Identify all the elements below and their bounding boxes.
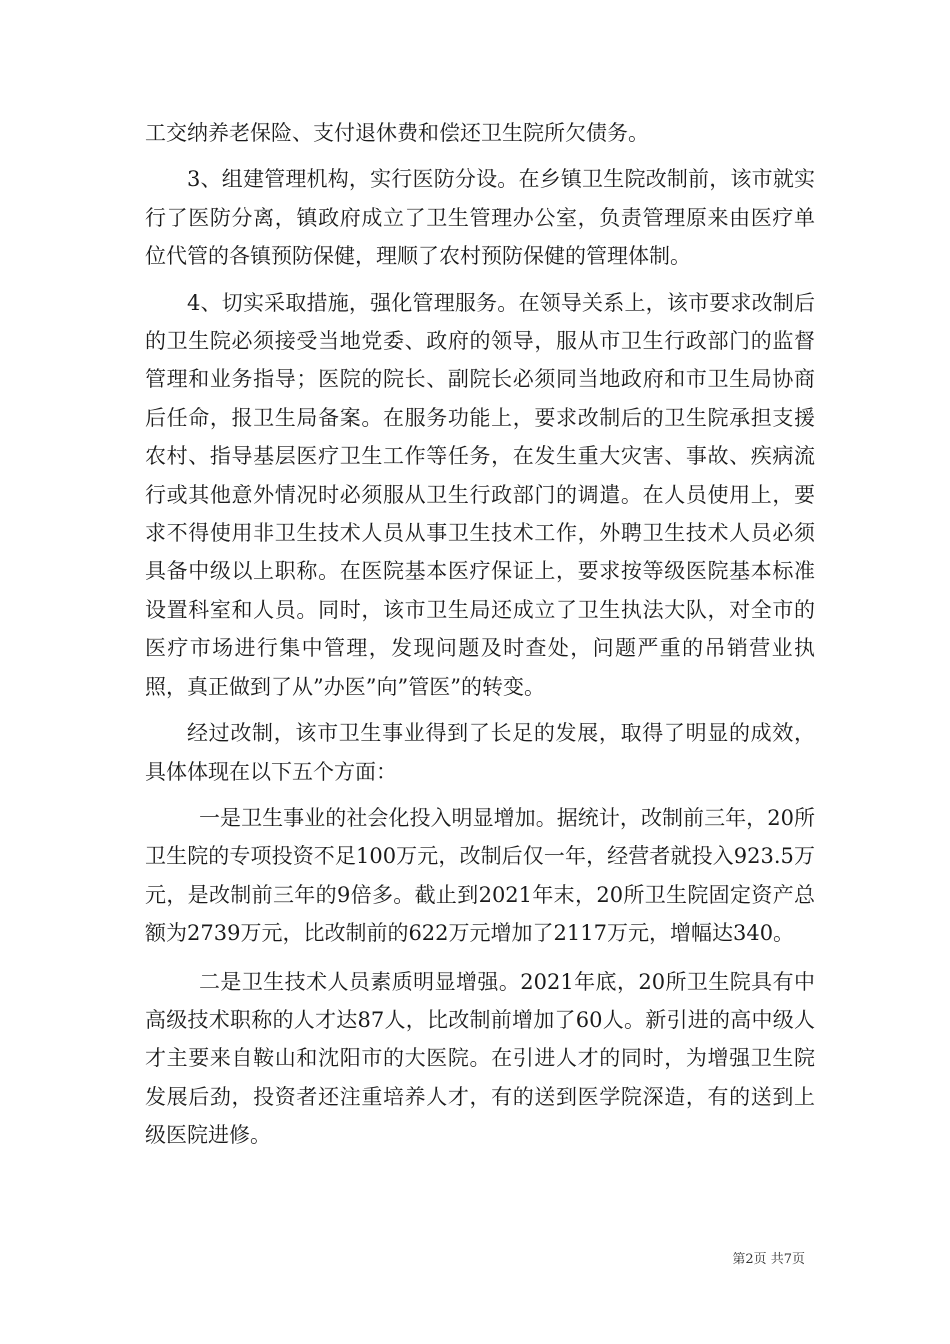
page-number: 第2页 共7页 bbox=[732, 1252, 805, 1267]
paragraph-point-2: 二是卫生技术人员素质明显增强。2021年底，20所卫生院具有中高级技术职称的人才达87人，比改制前增加了60人。新引进的高中级人才主要来自鞍山和沈阳市的大医院。在引进人才的同时，为增强卫生院发展后劲，投资者还注重培养人才，有的送到医学院深造，有的送到上级医院进修。 bbox=[145, 969, 815, 1148]
paragraph-point-1: 一是卫生事业的社会化投入明显增加。据统计，改制前三年，20所卫生院的专项投资不足100万元，改制后仅一年，经营者就投入923.5万元，是改制前三年的9倍多。截止到2021年末，20所卫生院固定资产总额为2739万元，比改制前的622万元增加了2117万元，增幅达340。 bbox=[145, 805, 815, 946]
paragraph-summary: 经过改制，该市卫生事业得到了长足的发展，取得了明显的成效，具体体现在以下五个方面： bbox=[145, 721, 815, 784]
document-body bbox=[145, 114, 815, 1155]
paragraph-item-4: 4、切实采取措施，强化管理服务。在领导关系上，该市要求改制后的卫生院必须接受当地党委、政府的领导，服从市卫生行政部门的监督管理和业务指导；医院的院长、副院长必须同当地政府和市卫生局协商后任命，报卫生局备案。在服务功能上，要求改制后的卫生院承担支援农村、指导基层医疗卫生工作等任务，在发生重大灾害、事故、疾病流行或其他意外情况时必须服从卫生行政部门的调遣。在人员使用上，要求不得使用非卫生技术人员从事卫生技术工作，外聘卫生技术人员必须具备中级以上职称。在医院基本医疗保证上，要求按等级医院基本标准设置科室和人员。同时，该市卫生局还成立了卫生执法大队，对全市的医疗市场进行集中管理，发现问题及时查处，问题严重的吊销营业执照，真正做到了从”办医”向”管医”的转变。 bbox=[145, 290, 815, 699]
paragraph-continuation: 工交纳养老保险、支付退休费和偿还卫生院所欠债务。 bbox=[145, 121, 649, 145]
paragraph-item-3: 3、组建管理机构，实行医防分设。在乡镇卫生院改制前，该市就实行了医防分离，镇政府成立了卫生管理办公室，负责管理原来由医疗单位代管的各镇预防保健，理顺了农村预防保健的管理体制。 bbox=[145, 167, 815, 269]
